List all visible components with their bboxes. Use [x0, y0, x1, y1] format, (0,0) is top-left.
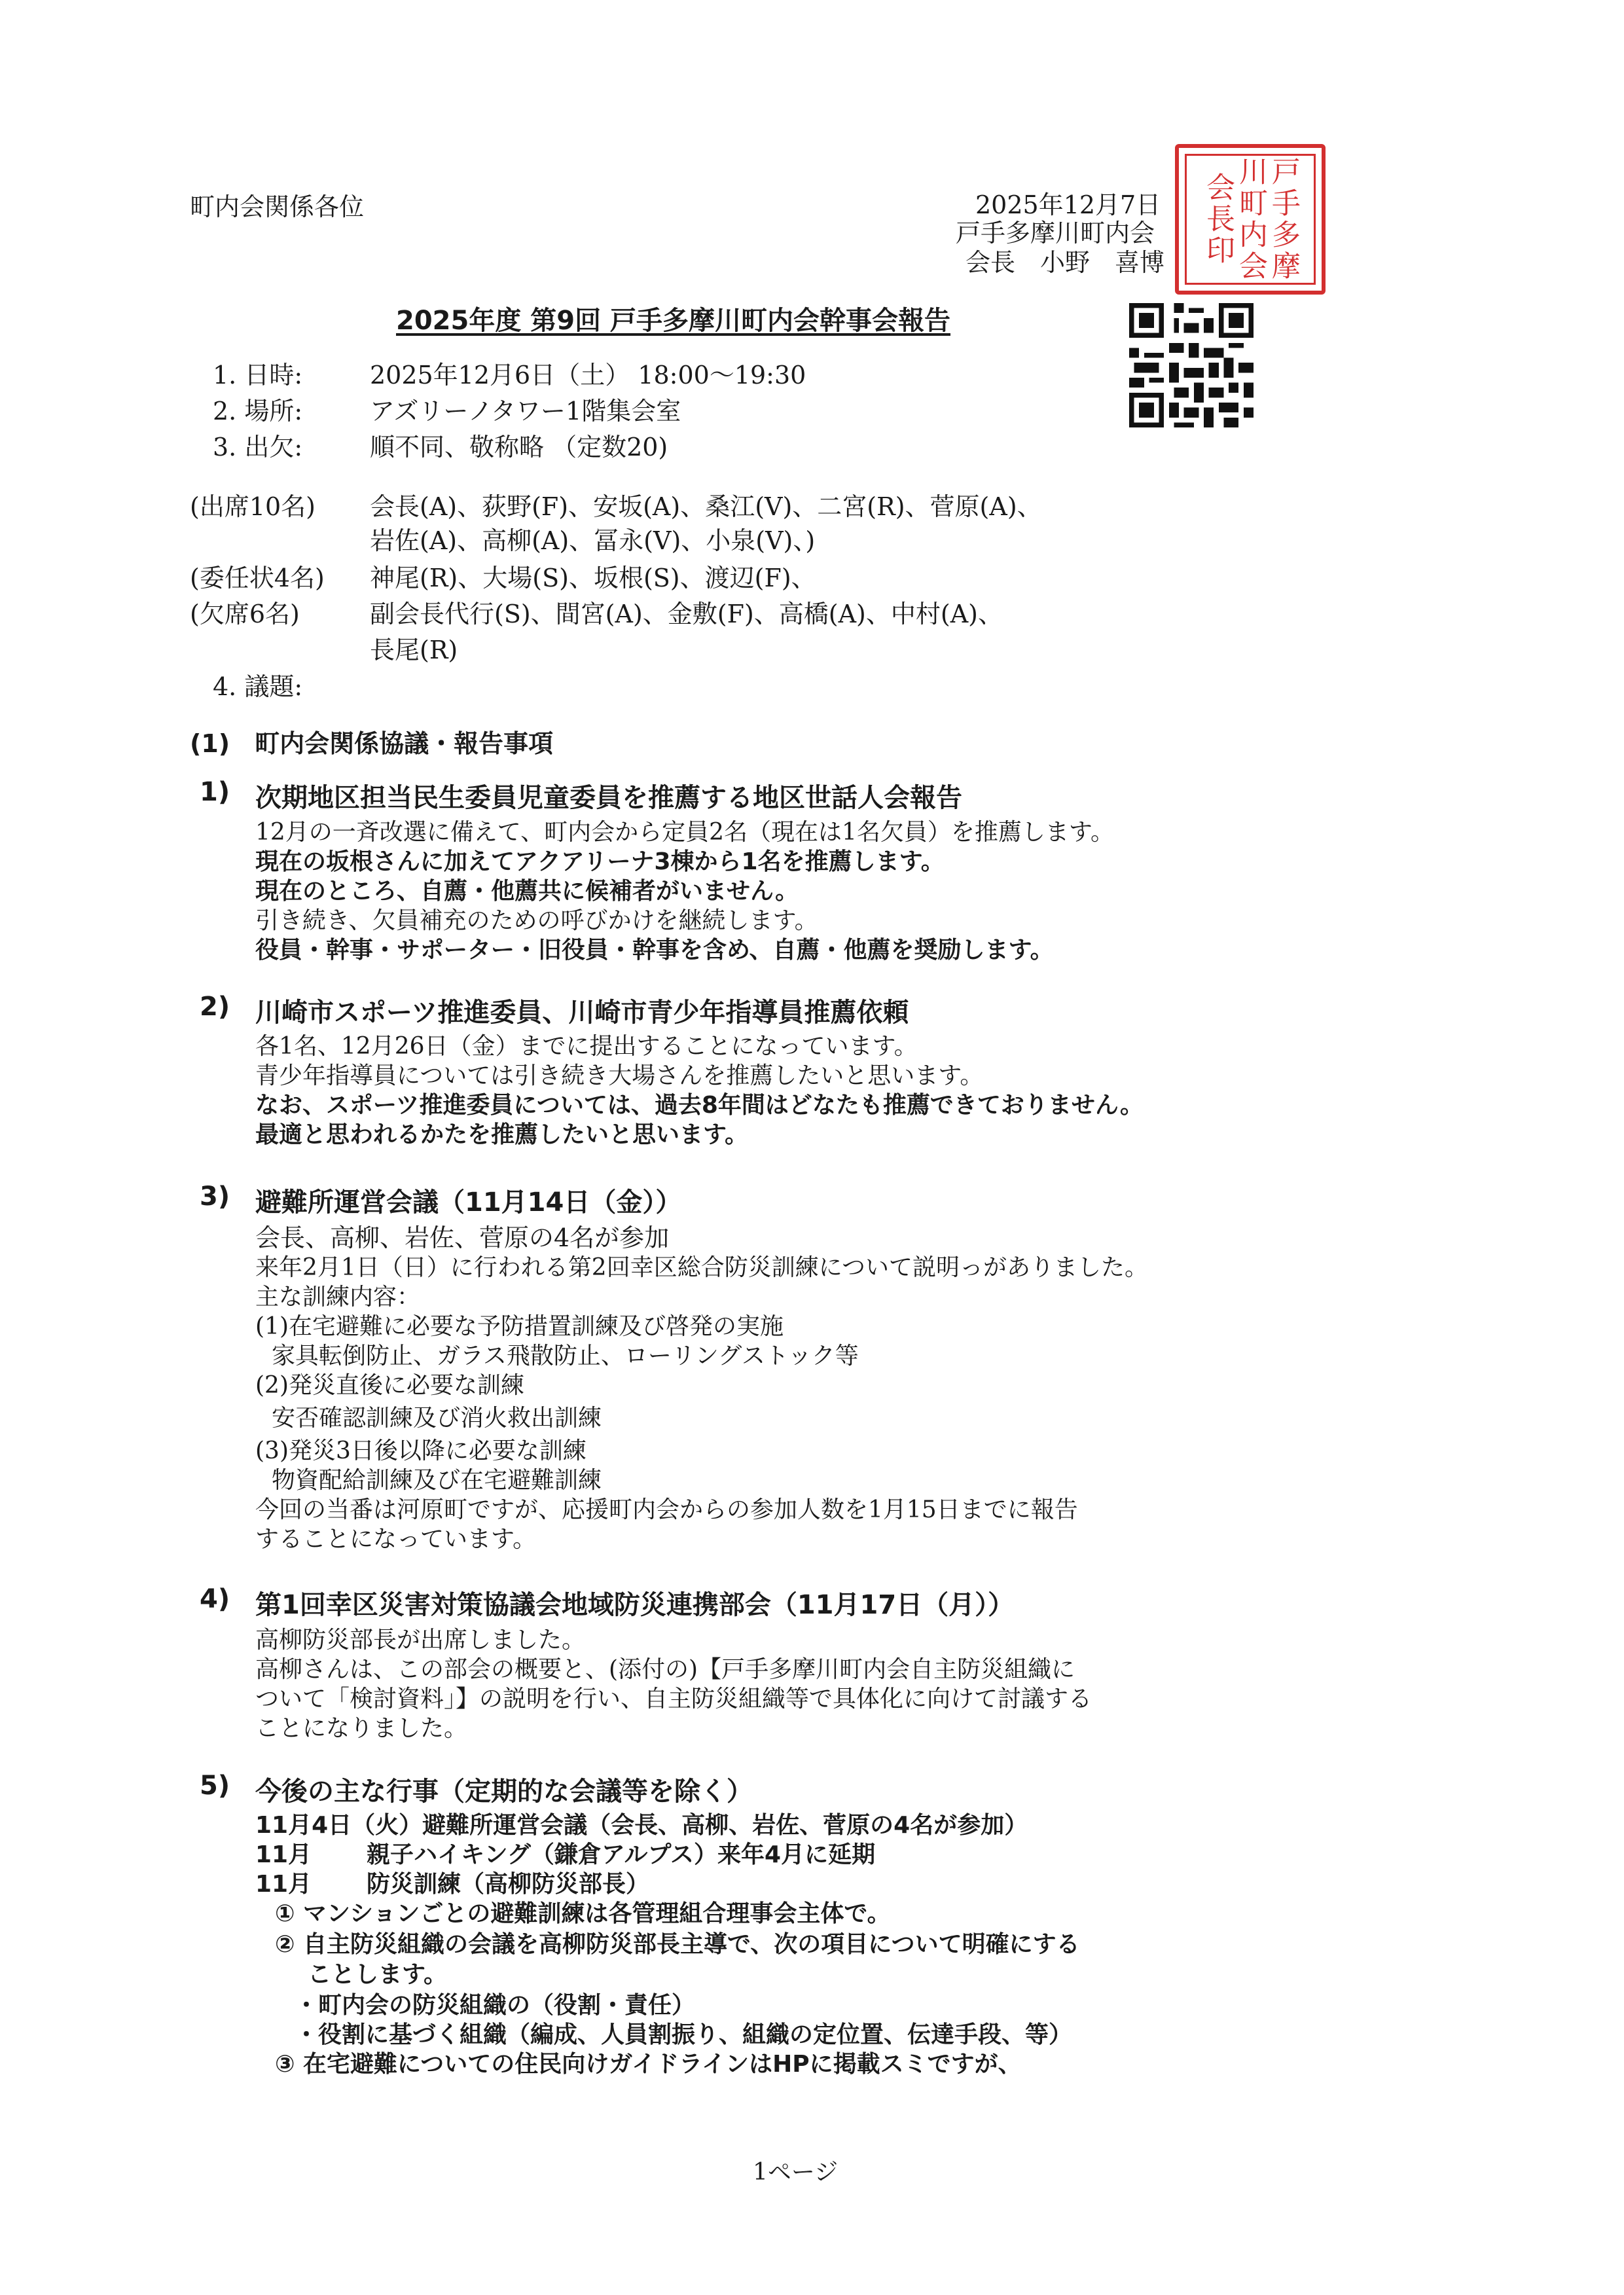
item3-line5: 家具転倒防止、ガラス飛散防止、ローリングストック等	[272, 1343, 859, 1369]
item4-title: 第1回幸区災害対策協議会地域防災連携部会（11月17日（月））	[255, 1590, 1015, 1620]
absent-label: (欠席6名)	[190, 600, 300, 628]
absent-list-line1: 副会長代行(S)、間宮(A)、金敷(F)、高橋(A)、中村(A)、	[370, 600, 1003, 628]
item4-line1: 高柳防災部長が出席しました。	[255, 1627, 586, 1653]
item5-line2-event: 親子ハイキング（鎌倉アルプス）来年4月に延期	[367, 1841, 876, 1868]
meta-place-value: アズリーノタワー1階集会室	[370, 397, 681, 425]
item2-line3: なお、スポーツ推進委員については、過去8年間はどなたも推薦できておりません。	[255, 1092, 1144, 1119]
item5-sub1: ・町内会の防災組織の（役割・責任）	[295, 1992, 696, 2019]
official-seal-stamp	[1175, 144, 1326, 295]
item3-line6: (2)発災直後に必要な訓練	[255, 1372, 524, 1399]
item5-line3-month: 11月	[255, 1871, 312, 1898]
page-number: 1ページ	[753, 2159, 839, 2186]
item1-line2: 現在の坂根さんに加えてアクアリーナ3棟から1名を推薦します。	[255, 848, 945, 875]
item5-point1: ① マンションごとの避難訓練は各管理組合理事会主体で。	[275, 1900, 891, 1927]
addressee: 町内会関係各位	[190, 192, 365, 221]
item4-line4: ことになりました。	[255, 1715, 468, 1742]
item1-line4: 引き続き、欠員補充のための呼びかけを継続します。	[255, 907, 818, 934]
item1-line3: 現在のところ、自薦・他薦共に候補者がいません。	[255, 878, 799, 905]
item4-line3: ついて「検討資料」】の説明を行い、自主防災組織等で具体化に向けて討議する	[255, 1686, 1092, 1712]
item5-point2: ② 自主防災組織の会議を高柳防災部長主導で、次の項目について明確にする	[275, 1931, 1080, 1958]
item3-line4: (1)在宅避難に必要な予防措置訓練及び啓発の実施	[255, 1313, 784, 1340]
item5-point2-cont: ことします。	[308, 1961, 448, 1988]
item5-line1: 11月4日（火）避難所運営会議（会長、高柳、岩佐、菅原の4名が参加）	[255, 1812, 1028, 1839]
meta-attendance-label: 3. 出欠:	[213, 433, 303, 461]
seal-text: 戸手多摩川町内会会長印	[1185, 154, 1316, 285]
item3-line10: 今回の当番は河原町ですが、応援町内会からの参加人数を1月15日までに報告	[255, 1496, 1078, 1523]
item3-line2: 来年2月1日（日）に行われる第2回幸区総合防災訓練について説明っがありました。	[255, 1254, 1148, 1281]
item3-number: 3)	[200, 1182, 230, 1212]
present-list-line2: 岩佐(A)、高柳(A)、冨永(V)、小泉(V)、)	[370, 526, 816, 555]
page-title: 2025年度 第9回 戸手多摩川町内会幹事会報告	[396, 306, 951, 336]
qr-code-icon	[1129, 303, 1254, 427]
item5-line3-event: 防災訓練（高柳防災部長）	[367, 1871, 650, 1898]
item3-line8: (3)発災3日後以降に必要な訓練	[255, 1437, 586, 1464]
issue-date: 2025年12月7日	[975, 190, 1161, 219]
item2-line2: 青少年指導員については引き続き大場さんを推薦したいと思います。	[255, 1062, 984, 1089]
item2-line1: 各1名、12月26日（金）までに提出することになっています。	[255, 1033, 918, 1060]
item5-sub2: ・役割に基づく組織（編成、人員割振り、組織の定位置、伝達手段、等）	[295, 2021, 1073, 2048]
meta-date-value: 2025年12月6日（土） 18:00～19:30	[370, 361, 806, 389]
item5-line2-month: 11月	[255, 1841, 312, 1868]
item2-title: 川崎市スポーツ推進委員、川崎市青少年指導員推薦依頼	[255, 998, 909, 1028]
item1-line5: 役員・幹事・サポーター・旧役員・幹事を含め、自薦・他薦を奨励します。	[255, 937, 1054, 964]
proxy-list: 神尾(R)、大場(S)、坂根(S)、渡辺(F)、	[370, 564, 816, 592]
meta-attendance-value: 順不同、敬称略 （定数20)	[370, 433, 668, 461]
item3-line11: することになっています。	[255, 1526, 537, 1553]
agenda-label: 4. 議題:	[213, 672, 303, 701]
president-name: 会長 小野 喜博	[965, 248, 1165, 277]
present-list-line1: 会長(A)、荻野(F)、安坂(A)、桑江(V)、二宮(R)、菅原(A)、	[370, 492, 1042, 521]
item3-title: 避難所運営会議（11月14日（金））	[255, 1187, 682, 1218]
item1-line1: 12月の一斉改選に備えて、町内会から定員2名（現在は1名欠員）を推薦します。	[255, 819, 1115, 846]
organization-name: 戸手多摩川町内会	[956, 219, 1155, 247]
item3-line7: 安否確認訓練及び消火救出訓練	[272, 1405, 602, 1432]
present-label: (出席10名)	[190, 492, 316, 521]
item1-title: 次期地区担当民生委員児童委員を推薦する地区世話人会報告	[255, 783, 962, 813]
meta-place-label: 2. 場所:	[213, 397, 303, 425]
item5-number: 5)	[200, 1771, 230, 1801]
item3-line9: 物資配給訓練及び在宅避難訓練	[272, 1467, 602, 1494]
item3-line3: 主な訓練内容：	[255, 1284, 421, 1310]
item5-title: 今後の主な行事（定期的な会議等を除く）	[255, 1777, 753, 1807]
item2-line4: 最適と思われるかたを推薦したいと思います。	[255, 1121, 749, 1148]
item3-line1: 会長、高柳、岩佐、菅原の4名が参加	[255, 1223, 670, 1252]
item4-number: 4)	[200, 1584, 230, 1614]
item5-point3: ③ 在宅避難についての住民向けガイドラインはHPに掲載スミですが、	[275, 2051, 1022, 2078]
section-heading: (1) 町内会関係協議・報告事項	[190, 729, 554, 758]
item4-line2: 高柳さんは、この部会の概要と、(添付の)【戸手多摩川町内会自主防災組織に	[255, 1656, 1075, 1683]
item1-number: 1)	[200, 777, 230, 807]
absent-list-line2: 長尾(R)	[370, 636, 458, 664]
item2-number: 2)	[200, 992, 230, 1022]
proxy-label: (委任状4名)	[190, 564, 325, 592]
meta-date-label: 1. 日時:	[213, 361, 303, 389]
